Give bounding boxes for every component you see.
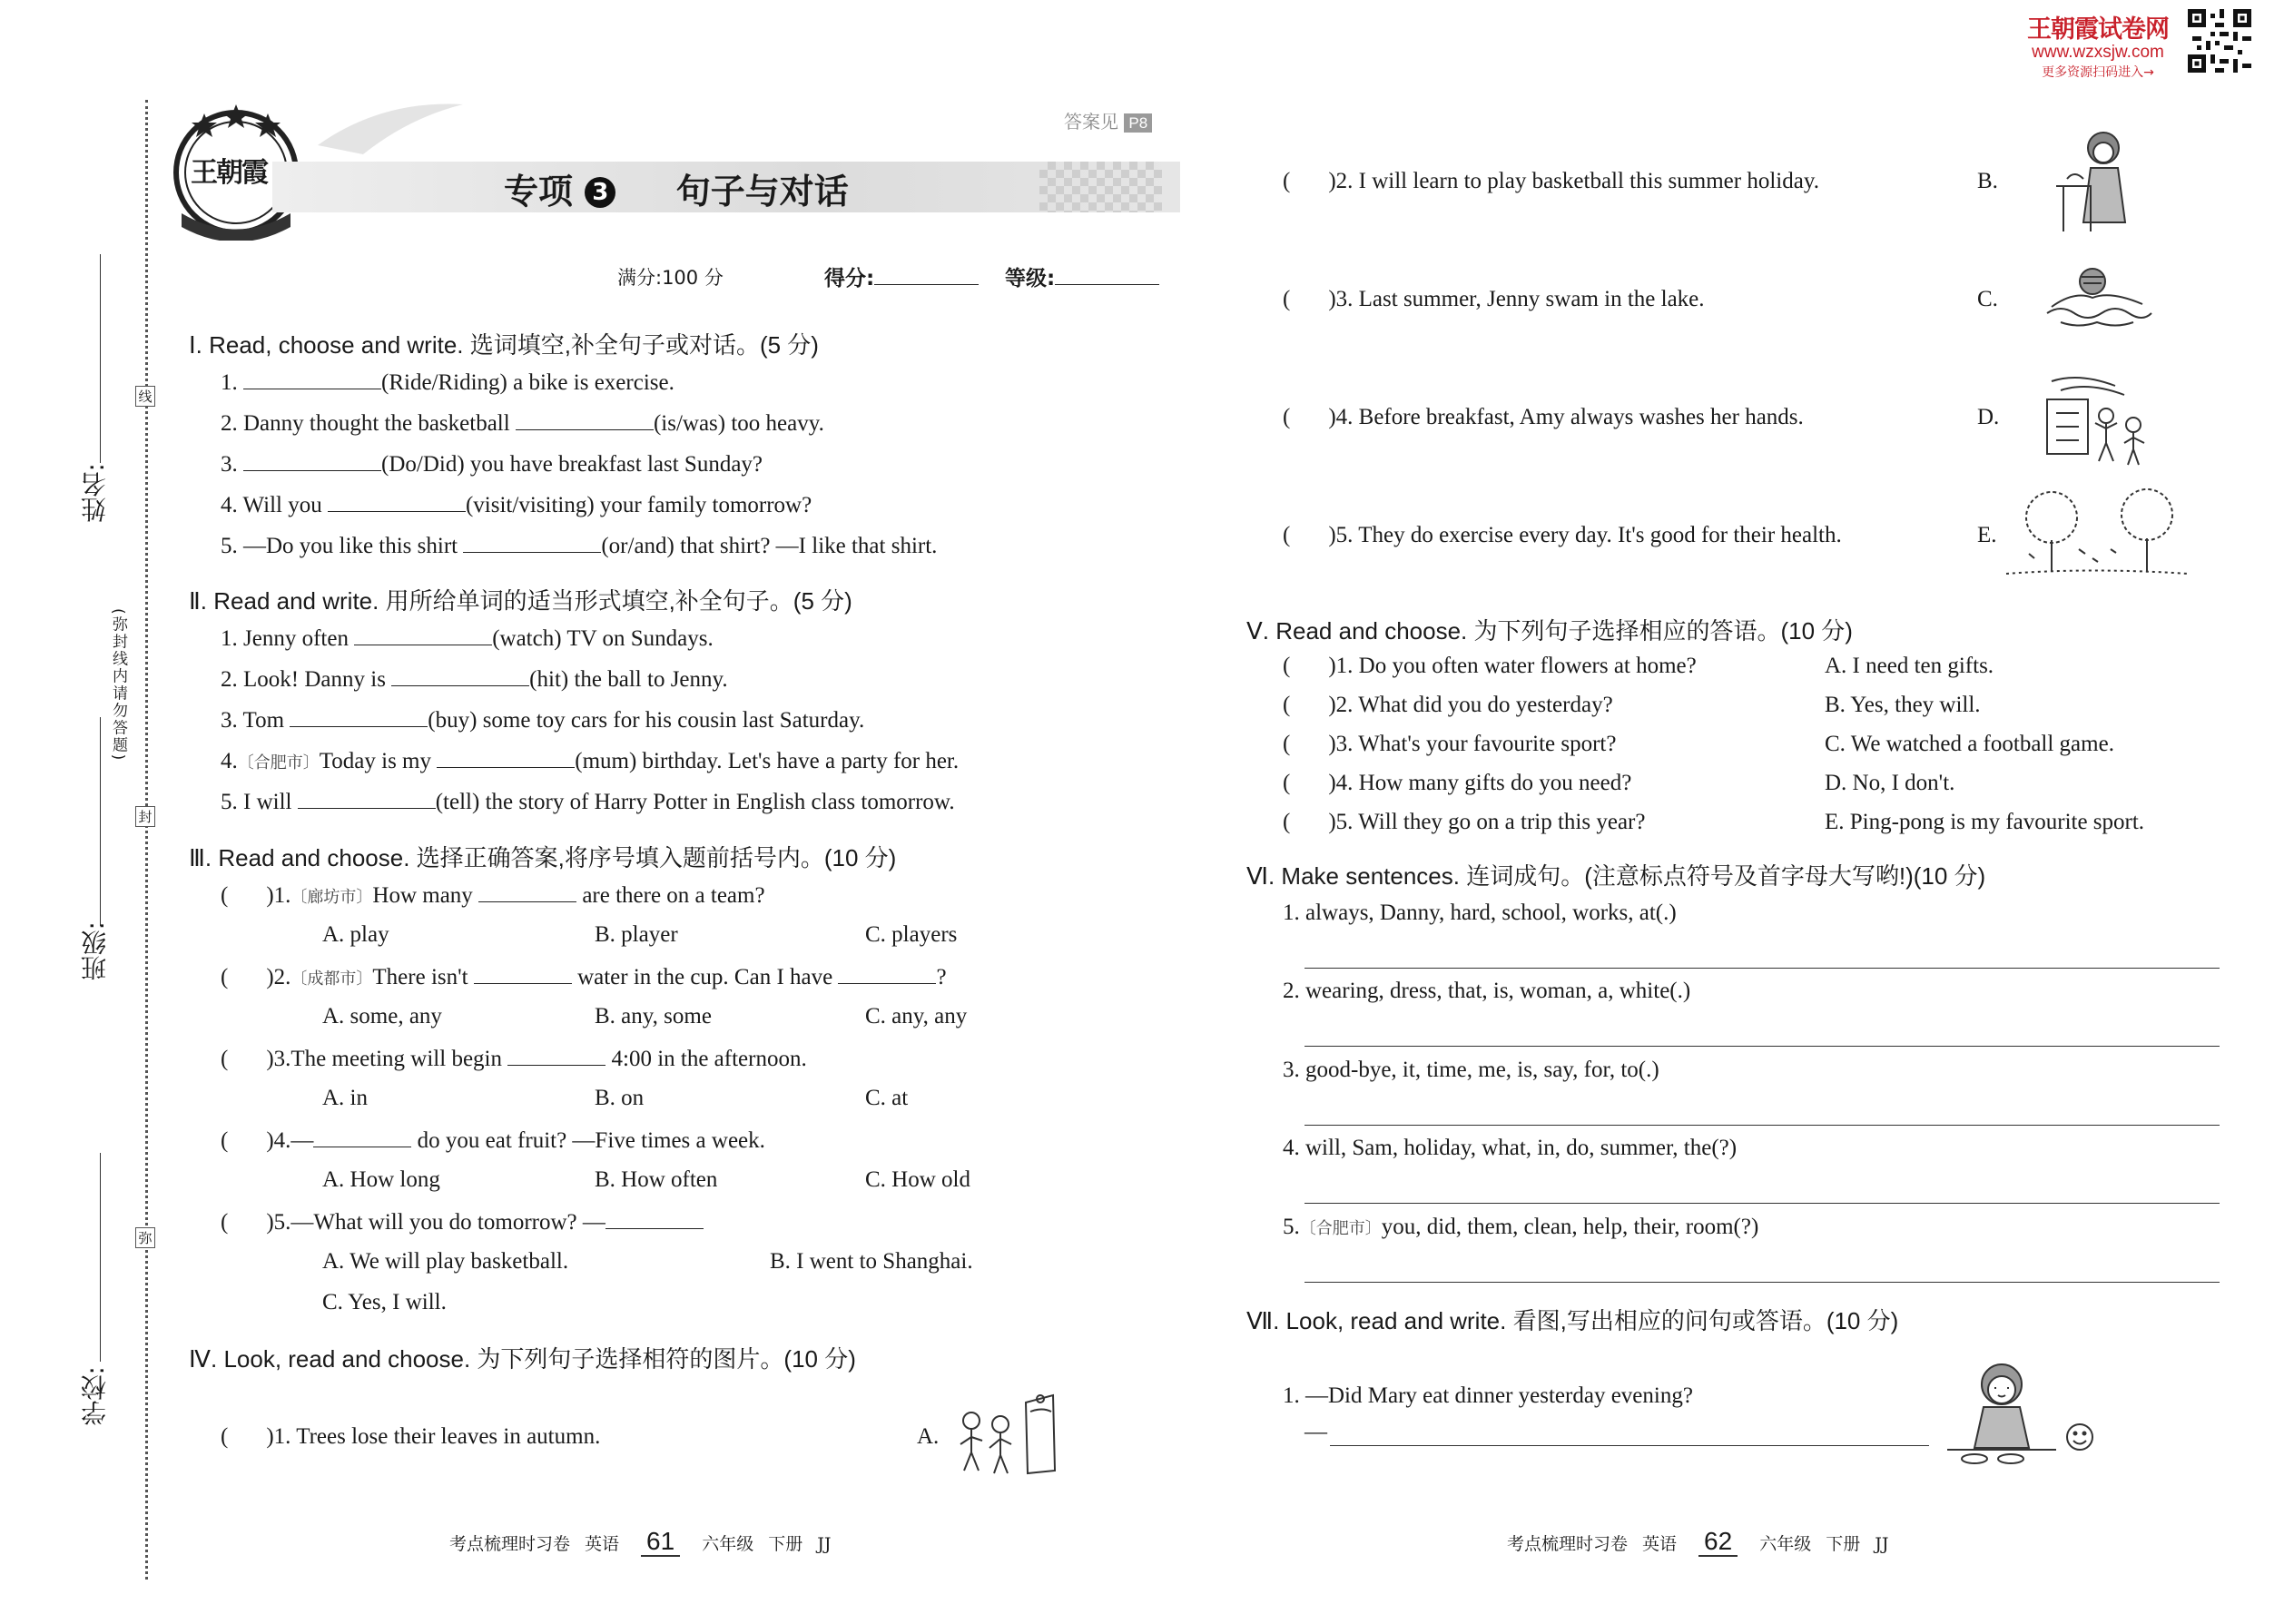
- s6-answer-line-5[interactable]: [1305, 1282, 2220, 1283]
- s1-blank-3[interactable]: [243, 450, 381, 471]
- seal-line-char-mi: 弥: [135, 1227, 155, 1248]
- s1-blank-5[interactable]: [463, 532, 601, 553]
- s2-item-3: 3. Tom (buy) some toy cars for his cousin last Saturday.: [221, 708, 865, 733]
- s6-item-3: 3. good-bye, it, time, me, is, say, for, to(.): [1283, 1058, 1659, 1082]
- s3-q5-option-b[interactable]: B. I went to Shanghai.: [770, 1249, 973, 1274]
- s1-blank-2[interactable]: [516, 409, 654, 430]
- name-field[interactable]: [100, 254, 103, 463]
- s5-q4: ( )4. How many gifts do you need?: [1283, 771, 1632, 795]
- answer-paren[interactable]: (: [1283, 523, 1291, 547]
- s6-item-1: 1. always, Danny, hard, school, works, at(.): [1283, 901, 1677, 925]
- s3-q1-option-a[interactable]: A. play: [322, 922, 389, 947]
- footer-left: 考点梳理时习卷 英语 61 六年级 下册 JJ: [449, 1527, 832, 1555]
- section1-heading: Ⅰ. Read, choose and write. 选词填空,补全句子或对话。(5 分): [189, 331, 819, 359]
- page-title: [504, 163, 849, 213]
- s4-letter-b: B.: [1977, 169, 1998, 193]
- s5-q1: ( )1. Do you often water flowers at home?: [1283, 654, 1697, 678]
- answer-paren[interactable]: (: [221, 1424, 229, 1449]
- answer-paren[interactable]: (: [1283, 771, 1291, 795]
- picture-a-kids-playing: [944, 1384, 1071, 1488]
- s3-q2: ( )2.〔成都市〕There isn't water in the cup. Can I have ?: [221, 965, 947, 989]
- s1-item-2: 2. Danny thought the basketball (is/was) too heavy.: [221, 411, 824, 436]
- s6-answer-line-3[interactable]: [1305, 1125, 2220, 1126]
- s4-letter-e: E.: [1977, 523, 1997, 547]
- section4-heading: Ⅳ. Look, read and choose. 为下列句子选择相符的图片。(10 分): [189, 1345, 856, 1373]
- s5-q2: ( )2. What did you do yesterday?: [1283, 693, 1613, 717]
- s3-q3-option-c[interactable]: C. at: [865, 1086, 909, 1110]
- school-label: 学校:: [80, 1366, 110, 1426]
- s4-letter-d: D.: [1977, 405, 2000, 429]
- s1-item-4: 4. Will you (visit/visiting) your family tomorrow?: [221, 493, 812, 517]
- s3-q5: ( )5.—What will you do tomorrow? —: [221, 1208, 704, 1235]
- s3-q2-option-a[interactable]: A. some, any: [322, 1004, 442, 1029]
- title-main: 句子与对话: [675, 172, 849, 212]
- site-brand[interactable]: [2027, 9, 2169, 81]
- s7-q1: 1. —Did Mary eat dinner yesterday evening?: [1283, 1383, 1693, 1408]
- s4-item-1: ( )1. Trees lose their leaves in autumn.: [221, 1424, 601, 1449]
- site-tagline: 更多资源扫码进入→: [2042, 65, 2154, 80]
- site-name: 王朝霞试卷网: [2027, 15, 2169, 44]
- answer-paren[interactable]: (: [221, 883, 229, 908]
- s6-item-4: 4. will, Sam, holiday, what, in, do, summer, the(?): [1283, 1136, 1738, 1160]
- s5-a3: C. We watched a football game.: [1825, 732, 2114, 756]
- s1-item-3: 3. (Do/Did) you have breakfast last Sunday?: [221, 452, 763, 477]
- s2-region-tag: 〔合肥市〕: [237, 753, 320, 772]
- s4-item-4: ( )4. Before breakfast, Amy always washes her hands.: [1283, 405, 1804, 429]
- s6-answer-line-1[interactable]: [1305, 968, 2220, 969]
- answer-ref-label: 答案见: [1064, 111, 1118, 133]
- s2-item-2: 2. Look! Danny is (hit) the ball to Jenny.: [221, 667, 728, 692]
- answer-paren[interactable]: (: [221, 1128, 229, 1153]
- section2-heading: Ⅱ. Read and write. 用所给单词的适当形式填空,补全句子。(5 分): [189, 587, 852, 615]
- score-row: [617, 263, 724, 290]
- s5-a4: D. No, I don't.: [1825, 771, 1955, 795]
- answer-page-badge: P8: [1124, 113, 1152, 133]
- class-field[interactable]: [100, 717, 103, 926]
- s5-q5: ( )5. Will they go on a trip this year?: [1283, 810, 1646, 834]
- seal-line-char-xian: 线: [135, 386, 155, 407]
- s5-q3: ( )3. What's your favourite sport?: [1283, 732, 1617, 756]
- score-label: 得分:: [824, 267, 875, 290]
- section6-heading: Ⅵ. Make sentences. 连词成句。(注意标点符号及首字母大写哟!)(10 分): [1246, 862, 1986, 890]
- s1-blank-4[interactable]: [328, 491, 466, 512]
- seal-note: (弥封线内请勿答题): [109, 608, 127, 763]
- binding-dotted-line: [145, 100, 148, 1580]
- s4-item-2: ( )2. I will learn to play basketball this summer holiday.: [1283, 169, 1819, 193]
- s1-item-1: 1. (Ride/Riding) a bike is exercise.: [221, 370, 674, 395]
- s1-item-5: 5. —Do you like this shirt (or/and) that shirt? —I like that shirt.: [221, 534, 938, 558]
- s3-q5-option-a[interactable]: A. We will play basketball.: [322, 1249, 569, 1274]
- s3-q1-option-c[interactable]: C. players: [865, 922, 958, 947]
- s1-blank-1[interactable]: [243, 369, 381, 389]
- s3-q4-option-c[interactable]: C. How old: [865, 1167, 970, 1192]
- ribbon-decoration: [309, 91, 472, 167]
- logo-text: 王朝霞: [191, 157, 267, 189]
- section3-heading: Ⅲ. Read and choose. 选择正确答案,将序号填入题前括号内。(10 分): [189, 844, 897, 871]
- answer-ref: [1064, 107, 1152, 133]
- s3-q4-option-b[interactable]: B. How often: [595, 1167, 718, 1192]
- s2-item-4: 4.〔合肥市〕Today is my (mum) birthday. Let's have a party for her.: [221, 749, 960, 773]
- s6-answer-line-4[interactable]: [1305, 1203, 2220, 1204]
- school-field[interactable]: [100, 1153, 103, 1362]
- title-prefix: 专项: [504, 172, 574, 212]
- answer-paren[interactable]: (: [221, 1047, 229, 1071]
- s2-blank-2[interactable]: [391, 665, 529, 686]
- section5-heading: Ⅴ. Read and choose. 为下列句子选择相应的答语。(10 分): [1246, 617, 1853, 645]
- s4-item-5: ( )5. They do exercise every day. It's good for their health.: [1283, 523, 1842, 547]
- grade-label: 等级:: [1005, 267, 1056, 290]
- s3-q3-option-b[interactable]: B. on: [595, 1086, 645, 1110]
- section7-heading: Ⅶ. Look, read and write. 看图,写出相应的问句或答语。(10 分): [1246, 1307, 1899, 1334]
- answer-paren[interactable]: (: [1283, 693, 1291, 717]
- s3-q2-option-b[interactable]: B. any, some: [595, 1004, 712, 1029]
- answer-paren[interactable]: (: [221, 965, 229, 989]
- site-url: www.wzxsjw.com: [2032, 43, 2164, 62]
- picture-mary-eating: [1947, 1357, 2102, 1479]
- footer-right: 考点梳理时习卷 英语 62 六年级 下册 JJ: [1507, 1527, 1889, 1555]
- page-number-right: 62: [1698, 1527, 1738, 1557]
- qr-code-icon[interactable]: [2188, 9, 2251, 76]
- s3-q1-blank: [478, 881, 576, 902]
- s2-blank-4[interactable]: [437, 747, 575, 768]
- score-field[interactable]: [824, 261, 979, 291]
- s2-blank-1[interactable]: [354, 625, 492, 645]
- seal-line-char-feng: 封: [135, 806, 155, 827]
- s3-q1-option-b[interactable]: B. player: [595, 922, 678, 947]
- grade-field[interactable]: [1005, 261, 1159, 291]
- s6-item-2: 2. wearing, dress, that, is, woman, a, white(.): [1283, 979, 1691, 1003]
- s7-answer-line-1[interactable]: [1330, 1445, 1929, 1446]
- answer-paren[interactable]: (: [221, 1210, 229, 1235]
- name-label: 姓名:: [80, 463, 110, 523]
- s2-blank-3[interactable]: [290, 706, 428, 727]
- s3-q3-option-a[interactable]: A. in: [322, 1086, 368, 1110]
- s2-blank-5[interactable]: [298, 788, 436, 809]
- s5-a5: E. Ping-pong is my favourite sport.: [1825, 810, 2145, 834]
- page-number-left: 61: [641, 1527, 680, 1557]
- answer-paren[interactable]: (: [1283, 405, 1291, 429]
- s4-letter-a: A.: [917, 1424, 940, 1449]
- s6-item-5: 5.〔合肥市〕you, did, them, clean, help, their, room(?): [1283, 1215, 1759, 1239]
- s5-a2: B. Yes, they will.: [1825, 693, 1981, 717]
- full-score: 满分:100 分: [617, 267, 724, 289]
- s3-q4: ( )4.— do you eat fruit? —Five times a week.: [221, 1128, 765, 1153]
- picture-d-kids-exercise: [2043, 372, 2156, 471]
- s4-letter-c: C.: [1977, 287, 1998, 311]
- s7-answer-dash: —: [1305, 1420, 1327, 1444]
- picture-c-swimmer: [2043, 263, 2156, 340]
- s6-answer-line-2[interactable]: [1305, 1046, 2220, 1047]
- picture-b-girl-washing: [2047, 123, 2147, 240]
- s4-item-3: ( )3. Last summer, Jenny swam in the lake.: [1283, 287, 1705, 311]
- s5-a1: A. I need ten gifts.: [1825, 654, 1994, 678]
- s3-q3: ( )3.The meeting will begin 4:00 in the afternoon.: [221, 1047, 807, 1071]
- answer-paren[interactable]: (: [1283, 810, 1291, 834]
- class-label: 班级:: [80, 921, 110, 981]
- picture-e-autumn-trees: [2002, 486, 2192, 585]
- s3-q2-option-c[interactable]: C. any, any: [865, 1004, 968, 1029]
- s3-q5-option-c[interactable]: C. Yes, I will.: [322, 1290, 447, 1314]
- answer-paren[interactable]: (: [1283, 169, 1291, 193]
- answer-paren[interactable]: (: [1283, 654, 1291, 678]
- s2-item-1: 1. Jenny often (watch) TV on Sundays.: [221, 626, 714, 651]
- title-number-badge: 3: [585, 177, 615, 208]
- s3-q4-option-a[interactable]: A. How long: [322, 1167, 440, 1192]
- answer-paren[interactable]: (: [1283, 732, 1291, 756]
- s3-q1: ( )1.〔廊坊市〕How many are there on a team?: [221, 883, 765, 908]
- s2-item-5: 5. I will (tell) the story of Harry Potter in English class tomorrow.: [221, 790, 955, 814]
- answer-paren[interactable]: (: [1283, 287, 1291, 311]
- title-checker: [1039, 162, 1162, 212]
